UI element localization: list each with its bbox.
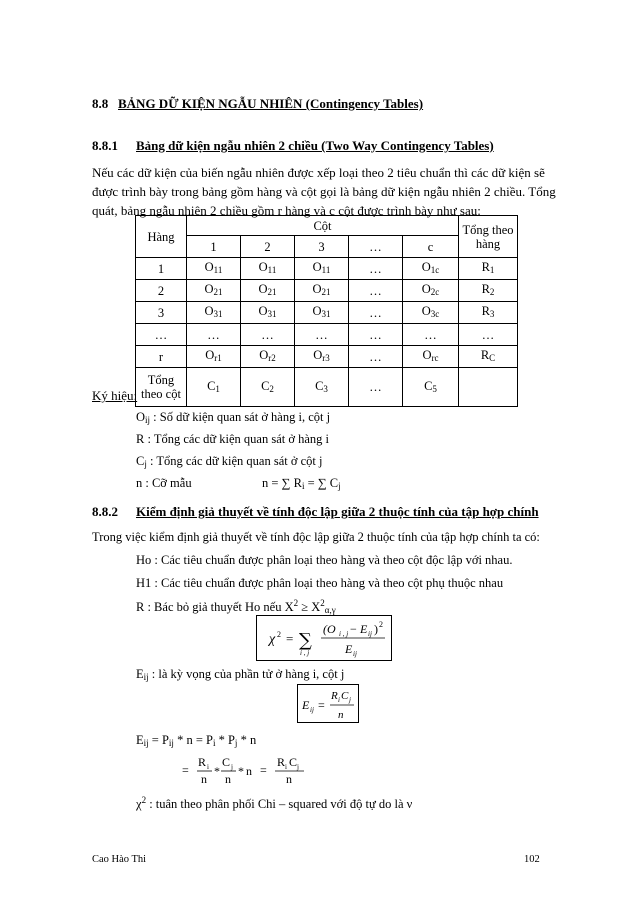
svg-text:i: i bbox=[207, 763, 209, 771]
row-header-cell: Hàng bbox=[136, 216, 187, 258]
n-formula: n = ∑ $R_i$ = ∑ $C_j$ bbox=[262, 476, 341, 491]
svg-text:i , j: i , j bbox=[339, 630, 349, 638]
subsection-heading-1 bbox=[92, 138, 494, 154]
svg-text:2: 2 bbox=[277, 630, 281, 639]
svg-text:=: = bbox=[260, 763, 267, 777]
svg-text:j: j bbox=[297, 763, 299, 771]
svg-text:n: n bbox=[286, 772, 292, 786]
svg-text:E: E bbox=[360, 622, 368, 636]
svg-text:(O: (O bbox=[323, 622, 336, 636]
intro-paragraph bbox=[92, 163, 564, 220]
section-title: BẢNG DỮ KIỆN NGẪU NHIÊN (Contingency Tables) bbox=[118, 96, 424, 111]
eij-formula bbox=[297, 684, 359, 723]
table-row: 3 $O_{31}$ $O_{31}$ $O_{31}$ … $O_{3c}$ $R_3$ bbox=[136, 302, 518, 324]
notation-line: n : Cỡ mẫu bbox=[136, 476, 192, 490]
svg-text:n: n bbox=[246, 764, 252, 778]
subsection-heading-2 bbox=[92, 504, 539, 520]
table-row: 1 $O_{11}$ $O_{11}$ $O_{11}$ … $O_{1c}$ $R_1$ bbox=[136, 258, 518, 280]
chi-square-formula bbox=[256, 615, 392, 661]
svg-text:=: = bbox=[318, 698, 325, 712]
svg-text:i: i bbox=[338, 696, 340, 704]
footer-author: Cao Hào Thi bbox=[92, 854, 147, 865]
hypothesis-h1: H1 : Các tiêu chuẩn được phân loại theo hàng và theo cột phụ thuộc nhau bbox=[136, 576, 504, 590]
svg-text:ij: ij bbox=[368, 630, 372, 638]
svg-text:j: j bbox=[231, 763, 233, 771]
svg-text:n: n bbox=[225, 772, 231, 786]
notation-line: R : Tổng các dữ kiện quan sát ở hàng i bbox=[136, 432, 329, 446]
hypothesis-h0: Ho : Các tiêu chuẩn được phân loại theo hàng và theo cột độc lập với nhau. bbox=[136, 553, 513, 567]
col-header: c bbox=[403, 236, 459, 258]
section-heading bbox=[92, 96, 423, 112]
svg-text:=: = bbox=[182, 763, 189, 777]
svg-text:2: 2 bbox=[379, 620, 383, 629]
section-number: 8.8 bbox=[92, 96, 109, 111]
reject-rule: R : Bác bỏ giả thuyết Ho nếu $X^2 \ge X^2_{\alpha,\gamma}$ bbox=[136, 598, 336, 615]
col-header: 3 bbox=[295, 236, 349, 258]
svg-text:∑: ∑ bbox=[299, 630, 312, 651]
svg-text:): ) bbox=[374, 622, 378, 636]
table-row: … … … … … … … bbox=[136, 324, 518, 346]
table-row: 2 $O_{21}$ $O_{21}$ $O_{21}$ … $O_{2c}$ $R_2$ bbox=[136, 280, 518, 302]
col-group-header: Cột bbox=[187, 216, 459, 236]
test-intro: Trong việc kiểm định giả thuyết về tính độc lập giữa 2 thuộc tính của tập hợp chính ta có: bbox=[92, 530, 540, 544]
svg-text:n: n bbox=[201, 772, 207, 786]
col-header: 2 bbox=[241, 236, 295, 258]
svg-text:R: R bbox=[198, 755, 207, 769]
svg-text:E: E bbox=[302, 698, 310, 712]
svg-text:ij: ij bbox=[353, 650, 357, 658]
row-total-header: Tổng theo hàng bbox=[459, 216, 518, 258]
svg-text:−: − bbox=[350, 622, 357, 636]
intro-line: Nếu các dữ kiện của biến ngẫu nhiên được xếp loại theo 2 tiêu chuẩn thì các dữ kiện sẽ bbox=[92, 165, 545, 180]
svg-text:*: * bbox=[214, 764, 220, 778]
svg-text:R: R bbox=[277, 755, 286, 769]
svg-text:E: E bbox=[345, 642, 353, 656]
contingency-table bbox=[135, 215, 518, 407]
subsection-title: Bảng dữ kiện ngẫu nhiên 2 chiều (Two Way Contingency Tables) bbox=[136, 138, 494, 153]
svg-text:*: * bbox=[238, 764, 244, 778]
eij-definition: $E_{ij}$ : là kỳ vọng của phần tử ở hàng i, cột j bbox=[136, 667, 345, 682]
intro-line: được trình bày trong bảng gồm hàng và cột gọi là bảng dữ kiện ngẫu nhiên 2 chiều. Tổng bbox=[92, 184, 556, 199]
notation-heading: Ký hiệu: bbox=[92, 388, 138, 403]
svg-text:i , j: i , j bbox=[300, 649, 310, 657]
chi-square-formula-svg bbox=[257, 616, 391, 660]
table-row-totals: Tổng theo cột $C_1$ $C_2$ $C_3$ … $C_5$ bbox=[136, 368, 518, 407]
subsection-number: 8.8.2 bbox=[92, 504, 118, 519]
eij-expansion: $E_{ij} = P_{ij} * n = P_i * P_j * n$ bbox=[136, 733, 257, 748]
col-header: … bbox=[349, 236, 403, 258]
svg-text:C: C bbox=[289, 755, 298, 769]
page-number: 102 bbox=[524, 854, 540, 865]
svg-text:ij: ij bbox=[310, 706, 314, 714]
svg-text:χ: χ bbox=[269, 632, 276, 647]
eij-formula-svg bbox=[298, 685, 358, 722]
svg-text:R: R bbox=[331, 690, 338, 702]
subsection-title: Kiểm định giả thuyết về tính độc lập giữa 2 thuộc tính của tập hợp chính bbox=[136, 504, 539, 519]
notation-line: $C_j$ : Tổng các dữ kiện quan sát ở cột j bbox=[136, 454, 323, 469]
svg-text:j: j bbox=[349, 696, 351, 704]
svg-text:i: i bbox=[285, 763, 287, 771]
intro-line: quát, bảng ngẫu nhiên 2 chiều gồm r hàng và c cột được trình bày như sau: bbox=[92, 203, 481, 218]
eij-fraction-svg bbox=[180, 752, 330, 788]
table-row: r $O_{r1}$ $O_{r2}$ $O_{r3}$ … $O_{rc}$ $R_C$ bbox=[136, 346, 518, 368]
chi-distribution-note: $\chi^2$ : tuân theo phân phối Chi – squared với độ tự do là ν bbox=[136, 795, 413, 811]
eij-fraction-expansion bbox=[180, 752, 330, 792]
subsection-number: 8.8.1 bbox=[92, 138, 118, 153]
notation-line: $O_{ij}$ : Số dữ kiện quan sát ở hàng i, cột j bbox=[136, 410, 331, 425]
svg-text:n: n bbox=[338, 709, 344, 721]
svg-text:=: = bbox=[286, 631, 294, 646]
svg-text:C: C bbox=[222, 755, 231, 769]
col-header: 1 bbox=[187, 236, 241, 258]
svg-text:C: C bbox=[341, 690, 349, 702]
